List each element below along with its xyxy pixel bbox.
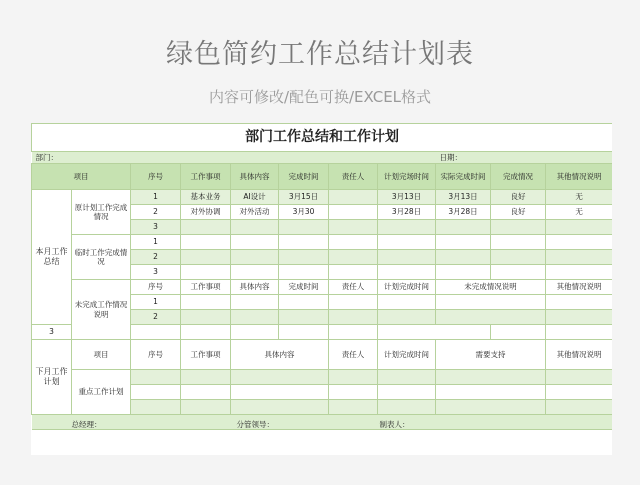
cell[interactable]: [436, 250, 491, 265]
cell[interactable]: [491, 250, 546, 265]
cell[interactable]: [279, 325, 329, 340]
cell[interactable]: [436, 235, 491, 250]
cell[interactable]: [181, 265, 231, 280]
owner-cell[interactable]: [329, 220, 378, 235]
cell[interactable]: [491, 325, 546, 340]
row-number: 3: [32, 325, 72, 340]
cell[interactable]: [231, 310, 279, 325]
plan-header-cell: 需要支持: [436, 340, 546, 370]
cell[interactable]: [181, 235, 231, 250]
cell[interactable]: [231, 265, 279, 280]
cell[interactable]: [436, 385, 546, 400]
cell[interactable]: [378, 325, 491, 340]
status-cell[interactable]: 良好: [491, 205, 546, 220]
cell[interactable]: [329, 235, 378, 250]
content-cell[interactable]: AI设计: [231, 190, 279, 205]
cell[interactable]: [329, 325, 378, 340]
row-number: 2: [131, 250, 181, 265]
cell[interactable]: [378, 250, 436, 265]
sub-header-cell: 序号: [131, 280, 181, 295]
cell[interactable]: [181, 250, 231, 265]
cell[interactable]: [131, 385, 181, 400]
plan-header-cell: 计划完成时间: [378, 340, 436, 370]
unfinished-header-row: [32, 280, 613, 295]
content-cell[interactable]: [231, 220, 279, 235]
key-work-label: 重点工作计划: [72, 370, 131, 415]
worksheet: [31, 123, 612, 455]
cell[interactable]: [231, 325, 279, 340]
cell[interactable]: [491, 265, 546, 280]
plan-header-cell: 具体内容: [231, 340, 329, 370]
work-item-cell[interactable]: 对外协调: [181, 205, 231, 220]
cell[interactable]: [181, 325, 231, 340]
cell[interactable]: [436, 295, 546, 310]
sub-header-cell: 计划完成时间: [378, 280, 436, 295]
table-row: [32, 235, 613, 250]
owner-cell[interactable]: [329, 205, 378, 220]
cell[interactable]: [279, 250, 329, 265]
cell[interactable]: [329, 385, 378, 400]
cell[interactable]: [231, 295, 279, 310]
header-cell: 序号: [131, 164, 181, 190]
header-cell: 项目: [32, 164, 131, 190]
cell[interactable]: [329, 265, 378, 280]
cell[interactable]: [546, 310, 613, 325]
cell[interactable]: [181, 400, 231, 415]
header-cell: 完成时间: [279, 164, 329, 190]
actual-time-cell[interactable]: [436, 220, 491, 235]
sub-header-cell: 完成时间: [279, 280, 329, 295]
done-time-cell[interactable]: [279, 220, 329, 235]
row-number: 2: [131, 205, 181, 220]
cell[interactable]: [181, 295, 231, 310]
cell[interactable]: [279, 295, 329, 310]
cell[interactable]: [231, 250, 279, 265]
note-cell[interactable]: [546, 220, 613, 235]
cell[interactable]: [546, 295, 613, 310]
sheet-title: 部门工作总结和工作计划: [32, 124, 613, 152]
sub-header-cell: 责任人: [329, 280, 378, 295]
cell[interactable]: [378, 385, 436, 400]
cell[interactable]: [378, 295, 436, 310]
owner-cell[interactable]: [329, 190, 378, 205]
cell[interactable]: [181, 310, 231, 325]
row-number: 3: [131, 220, 181, 235]
header-cell: 工作事项: [181, 164, 231, 190]
table-row: [32, 370, 613, 385]
content-cell[interactable]: 对外活动: [231, 205, 279, 220]
plan-header-row: [32, 340, 613, 370]
cell[interactable]: [378, 370, 436, 385]
note-cell[interactable]: 无: [546, 205, 613, 220]
plan-time-cell[interactable]: 3月13日: [378, 190, 436, 205]
signature-row: [32, 415, 613, 430]
cell[interactable]: [279, 265, 329, 280]
plan-header-cell: 责任人: [329, 340, 378, 370]
maker-label: 制表人：: [378, 415, 613, 430]
leader-label: 分管领导：: [231, 415, 378, 430]
cell[interactable]: [131, 400, 181, 415]
dept-label: 部门：: [32, 152, 436, 164]
header-row: [32, 164, 613, 190]
page-title: 绿色简约工作总结计划表: [166, 39, 474, 70]
cell[interactable]: [329, 400, 378, 415]
plan-header-cell: 项目: [72, 340, 131, 370]
cell[interactable]: [329, 310, 378, 325]
done-time-cell[interactable]: 3月30: [279, 205, 329, 220]
cell[interactable]: [436, 310, 546, 325]
plan-header-cell: 工作事项: [181, 340, 231, 370]
work-item-cell[interactable]: 基本业务: [181, 190, 231, 205]
original-plan-label: 原计划工作完成情况: [72, 190, 131, 235]
cell[interactable]: [436, 265, 491, 280]
cell[interactable]: [436, 400, 546, 415]
header-cell: 责任人: [329, 164, 378, 190]
cell[interactable]: [546, 400, 613, 415]
row-number: 1: [131, 190, 181, 205]
cell[interactable]: [546, 385, 613, 400]
table-row: [32, 190, 613, 205]
cell[interactable]: [131, 325, 181, 340]
status-cell[interactable]: 良好: [491, 190, 546, 205]
actual-time-cell[interactable]: 3月13日: [436, 190, 491, 205]
cell[interactable]: [378, 400, 436, 415]
cell[interactable]: [378, 265, 436, 280]
summary-plan-table: [31, 123, 612, 430]
cell[interactable]: [329, 295, 378, 310]
header-cell: 具体内容: [231, 164, 279, 190]
cell[interactable]: [329, 370, 378, 385]
next-month-label: 下月工作计划: [32, 340, 72, 415]
work-item-cell[interactable]: [181, 220, 231, 235]
done-time-cell[interactable]: 3月15日: [279, 190, 329, 205]
actual-time-cell[interactable]: 3月28日: [436, 205, 491, 220]
sub-header-cell: 具体内容: [231, 280, 279, 295]
cell[interactable]: [546, 265, 613, 280]
status-cell[interactable]: [491, 220, 546, 235]
row-number: 3: [131, 265, 181, 280]
sub-header-cell: 其他情况说明: [546, 280, 613, 295]
cell[interactable]: [546, 370, 613, 385]
cell[interactable]: [231, 385, 329, 400]
sub-header-cell: 未完成情况说明: [436, 280, 546, 295]
cell[interactable]: [378, 235, 436, 250]
row-number: 1: [131, 295, 181, 310]
cell[interactable]: [436, 370, 546, 385]
cell[interactable]: [546, 235, 613, 250]
header-cell: 计划完场时间: [378, 164, 436, 190]
plan-header-cell: 其他情况说明: [546, 340, 613, 370]
cell[interactable]: [329, 250, 378, 265]
cell[interactable]: [231, 370, 329, 385]
row-number: 1: [131, 235, 181, 250]
header-cell: 完成情况: [491, 164, 546, 190]
cell[interactable]: [279, 235, 329, 250]
this-month-label: 本月工作总结: [32, 190, 72, 325]
plan-header-cell: 序号: [131, 340, 181, 370]
row-number: 2: [131, 310, 181, 325]
cell[interactable]: [181, 385, 231, 400]
header-cell: 实际完成时间: [436, 164, 491, 190]
sub-header-cell: 工作事项: [181, 280, 231, 295]
cell[interactable]: [181, 370, 231, 385]
cell[interactable]: [231, 400, 329, 415]
cell[interactable]: [491, 235, 546, 250]
cell[interactable]: [279, 310, 329, 325]
date-label: 日期：: [436, 152, 613, 164]
unfinished-label: 未完成工作情况说明: [72, 280, 131, 340]
cell[interactable]: [546, 250, 613, 265]
note-cell[interactable]: 无: [546, 190, 613, 205]
page-subtitle: 内容可修改/配色可换/EXCEL格式: [208, 88, 432, 106]
plan-time-cell[interactable]: 3月28日: [378, 205, 436, 220]
gm-label: 总经理：: [32, 415, 231, 430]
cell[interactable]: [231, 235, 279, 250]
cell[interactable]: [131, 370, 181, 385]
temp-work-label: 临时工作完成情况: [72, 235, 131, 280]
header-cell: 其他情况说明: [546, 164, 613, 190]
plan-time-cell[interactable]: [378, 220, 436, 235]
cell[interactable]: [378, 310, 436, 325]
